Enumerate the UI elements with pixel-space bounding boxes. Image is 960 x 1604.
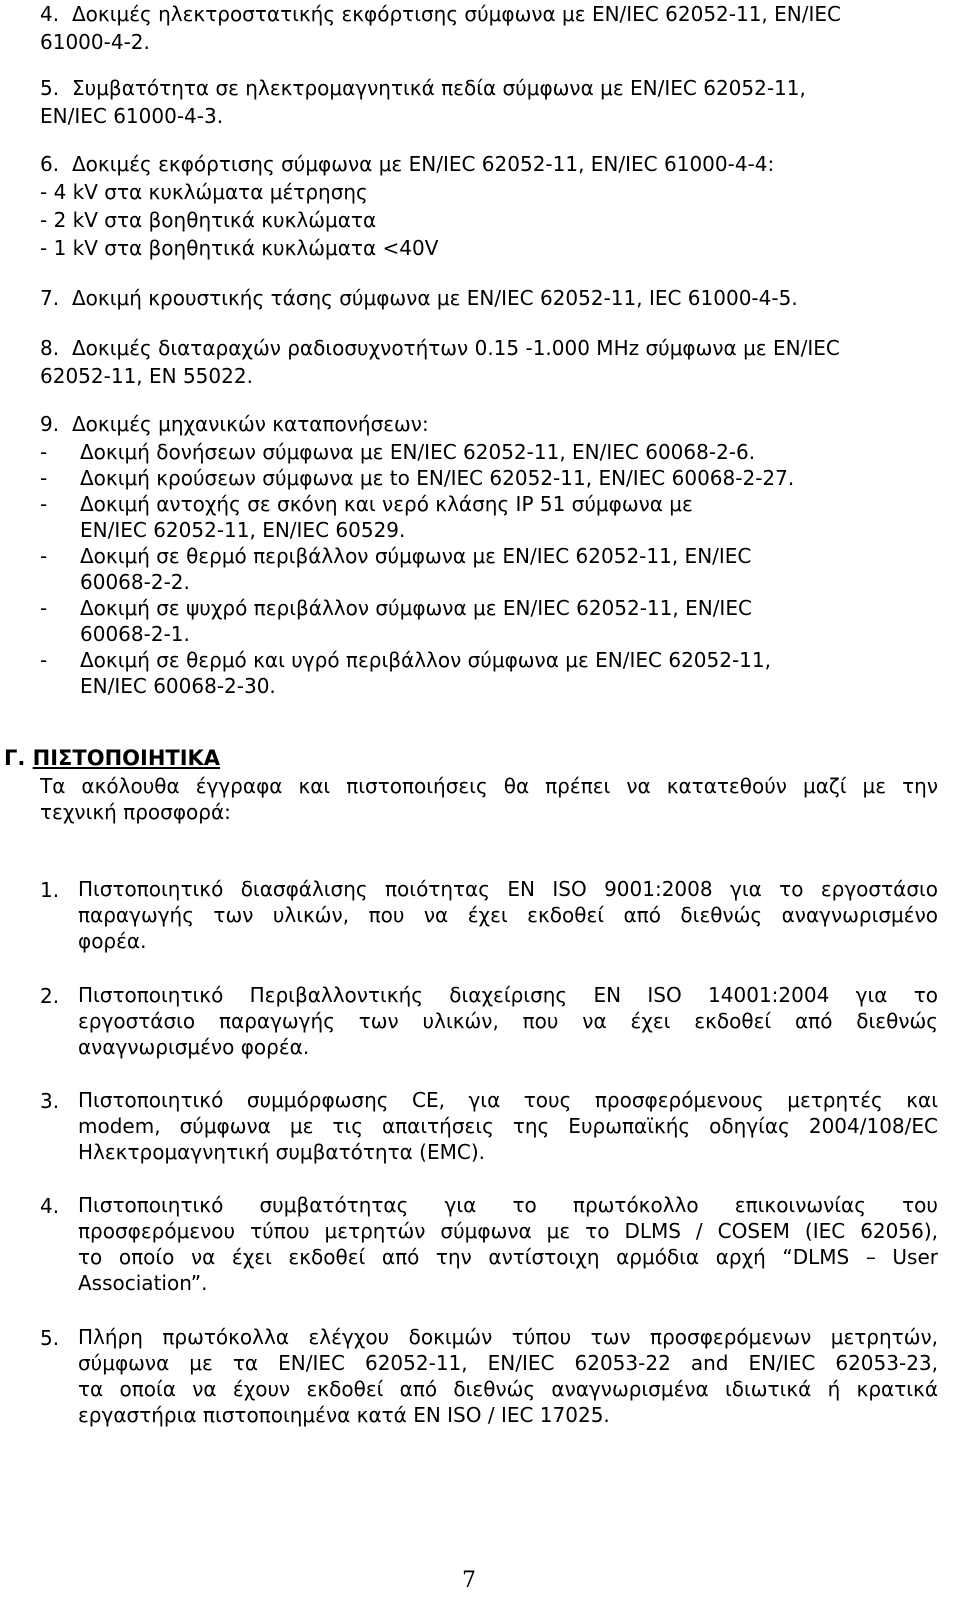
item-number: 5. xyxy=(40,1326,60,1350)
item-number: 6. xyxy=(40,152,60,176)
text-line: Ηλεκτρομαγνητική συμβατότητα (EMC). xyxy=(78,1140,485,1164)
text-line: Association”. xyxy=(78,1271,208,1295)
item-number: 2. xyxy=(40,984,60,1008)
sub-item-text: 60068-2-2. xyxy=(80,570,190,594)
certificate-text xyxy=(78,982,938,1060)
section-intro xyxy=(40,773,938,825)
text-line: το οποίο να έχει εκδοθεί από την αντίστοιχη αρμόδια αρχή “DLMS – User xyxy=(78,1245,938,1269)
section-letter: Γ. xyxy=(4,746,26,770)
item-text: EN/IEC 61000-4-3. xyxy=(40,104,224,128)
sub-item-text: Δοκιμή αντοχής σε σκόνη και νερό κλάσης IP 51 σύμφωνα με xyxy=(80,492,693,516)
text-line: Πιστοποιητικό συμβατότητας για το πρωτόκολλο επικοινωνίας του xyxy=(78,1193,938,1217)
list-dash: - xyxy=(40,544,48,568)
item-number: 8. xyxy=(40,336,60,360)
item-number: 4. xyxy=(40,1194,60,1218)
item-text: Συμβατότητα σε ηλεκτρομαγνητικά πεδία σύμφωνα με EN/IEC 62052-11, xyxy=(72,76,806,100)
item-text: 61000-4-2. xyxy=(40,30,150,54)
certificate-text xyxy=(78,1324,938,1428)
sub-item-text: Δοκιμή δονήσεων σύμφωνα με EN/IEC 62052-11, EN/IEC 60068-2-6. xyxy=(80,440,756,464)
list-dash: - xyxy=(40,648,48,672)
certificate-text xyxy=(78,876,938,954)
text-line: Πλήρη πρωτόκολλα ελέγχου δοκιμών τύπου των προσφερόμενων μετρητών, xyxy=(78,1325,938,1349)
item-number: 3. xyxy=(40,1089,60,1113)
sub-item-text: Δοκιμή σε ψυχρό περιβάλλον σύμφωνα με EN/IEC 62052-11, EN/IEC xyxy=(80,596,752,620)
item-text: Δοκιμές μηχανικών καταπονήσεων: xyxy=(72,412,429,436)
item-number: 4. xyxy=(40,2,60,26)
text-line: Πιστοποιητικό διασφάλισης ποιότητας EN ISO 9001:2008 για το εργοστάσιο xyxy=(78,877,938,901)
certificate-text xyxy=(78,1087,938,1165)
text-line: modem, σύμφωνα με τις απαιτήσεις της Ευρωπαϊκής οδηγίας 2004/108/EC xyxy=(78,1114,938,1138)
list-dash: - xyxy=(40,492,48,516)
text-line: φορέα. xyxy=(78,929,147,953)
item-number: 7. xyxy=(40,286,60,310)
item-text: - 1 kV στα βοηθητικά κυκλώματα <40V xyxy=(40,236,439,260)
intro-line: Τα ακόλουθα έγγραφα και πιστοποιήσεις θα πρέπει να κατατεθούν μαζί με την xyxy=(40,774,938,798)
item-text: Δοκιμές διαταραχών ραδιοσυχνοτήτων 0.15 -1.000 MHz σύμφωνα με EN/IEC xyxy=(72,336,840,360)
text-line: τα οποία να έχουν εκδοθεί από διεθνώς αναγνωρισμένα ιδιωτικά ή κρατικά xyxy=(78,1377,938,1401)
sub-item-text: 60068-2-1. xyxy=(80,622,190,646)
sub-item-text: Δοκιμή κρούσεων σύμφωνα με to EN/IEC 62052-11, EN/IEC 60068-2-27. xyxy=(80,466,795,490)
item-number: 1. xyxy=(40,878,60,902)
sub-item-text: Δοκιμή σε θερμό περιβάλλον σύμφωνα με EN/IEC 62052-11, EN/IEC xyxy=(80,544,752,568)
list-dash: - xyxy=(40,440,48,464)
list-dash: - xyxy=(40,466,48,490)
page-number: 7 xyxy=(462,1568,476,1593)
section-title: ΠΙΣΤΟΠΟΙΗΤΙΚΑ xyxy=(32,746,221,770)
text-line: παραγωγής των υλικών, που να έχει εκδοθεί από διεθνώς αναγνωρισμένο xyxy=(78,903,938,927)
item-number: 5. xyxy=(40,76,60,100)
text-line: εργοστάσιο παραγωγής των υλικών, που να έχει εκδοθεί από διεθνώς xyxy=(78,1009,938,1033)
sub-item-text: Δοκιμή σε θερμό και υγρό περιβάλλον σύμφωνα με EN/IEC 62052-11, xyxy=(80,648,771,672)
sub-item-text: EN/IEC 60068-2-30. xyxy=(80,674,276,698)
item-text: Δοκιμές εκφόρτισης σύμφωνα με EN/IEC 62052-11, EN/IEC 61000-4-4: xyxy=(72,152,775,176)
certificate-text xyxy=(78,1192,938,1296)
text-line: αναγνωρισμένο φορέα. xyxy=(78,1035,310,1059)
item-text: Δοκιμή κρουστικής τάσης σύμφωνα με EN/IEC 62052-11, IEC 61000-4-5. xyxy=(72,286,798,310)
section-heading xyxy=(4,746,220,770)
item-text: - 2 kV στα βοηθητικά κυκλώματα xyxy=(40,208,377,232)
item-text: - 4 kV στα κυκλώματα μέτρησης xyxy=(40,180,368,204)
text-line: Πιστοποιητικό Περιβαλλοντικής διαχείρισης EN ISO 14001:2004 για το xyxy=(78,983,938,1007)
item-number: 9. xyxy=(40,412,60,436)
text-line: Πιστοποιητικό συμμόρφωσης CE, για τους προσφερόμενους μετρητές και xyxy=(78,1088,938,1112)
text-line: εργαστήρια πιστοποιημένα κατά EN ISO / IEC 17025. xyxy=(78,1403,610,1427)
list-dash: - xyxy=(40,596,48,620)
item-text: Δοκιμές ηλεκτροστατικής εκφόρτισης σύμφωνα με EN/IEC 62052-11, EN/IEC xyxy=(72,2,841,26)
text-line: προσφερόμενου τύπου μετρητών σύμφωνα με το DLMS / COSEM (IEC 62056), xyxy=(78,1219,938,1243)
item-text: 62052-11, EN 55022. xyxy=(40,364,253,388)
text-line: σύμφωνα με τα EN/IEC 62052-11, EN/IEC 62053-22 and EN/IEC 62053-23, xyxy=(78,1351,938,1375)
intro-line: τεχνική προσφορά: xyxy=(40,800,231,824)
sub-item-text: EN/IEC 62052-11, EN/IEC 60529. xyxy=(80,518,406,542)
